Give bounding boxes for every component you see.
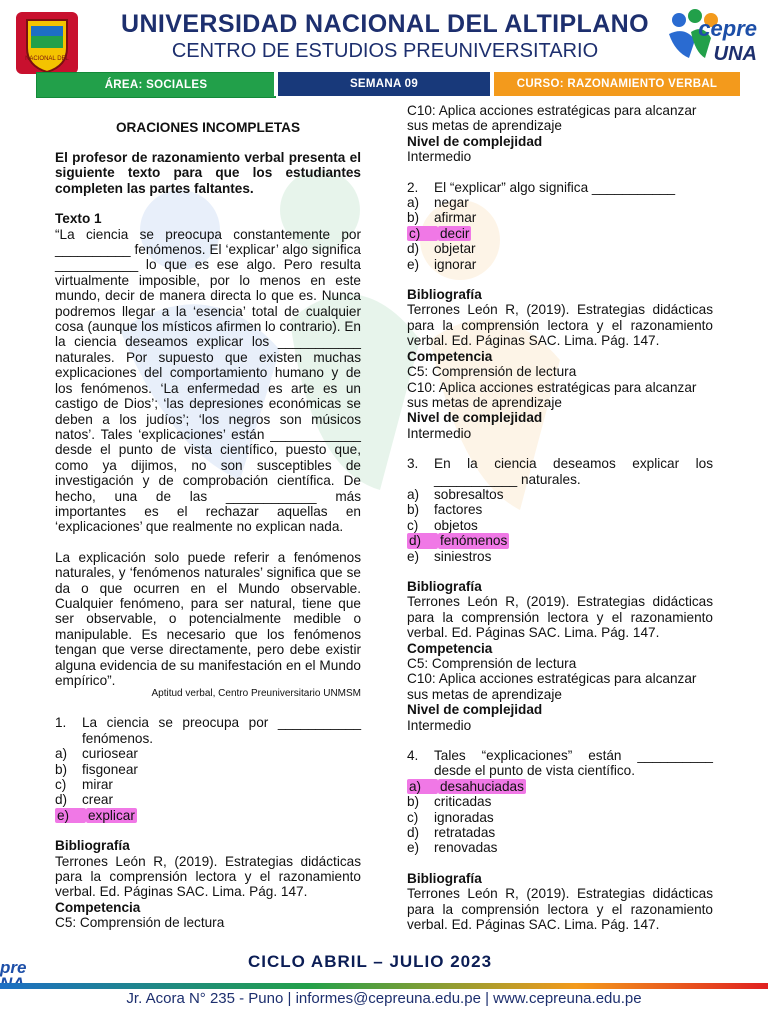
complexity-label: Nivel de complejidad bbox=[407, 702, 543, 718]
bibliography-text: Terrones León R, (2019). Estrategias didácticas para la comprensión lectora y el razonamiento verbal. Ed. Páginas SAC. Lima. Pág. 147. bbox=[55, 853, 361, 900]
option-e bbox=[407, 257, 713, 272]
option-c bbox=[407, 518, 713, 533]
option-text: ignoradas bbox=[434, 809, 494, 825]
option-letter: c) bbox=[407, 809, 419, 825]
svg-text:NACIONAL DEL: NACIONAL DEL bbox=[25, 56, 69, 62]
option-text: criticadas bbox=[434, 794, 492, 810]
cycle-label: CICLO ABRIL – JULIO 2023 bbox=[247, 952, 493, 971]
option-a bbox=[407, 487, 713, 502]
option-letter: c) bbox=[407, 517, 419, 533]
option-letter: a) bbox=[407, 486, 420, 502]
option-text: sobresaltos bbox=[434, 486, 504, 502]
option-letter: e) bbox=[407, 256, 420, 272]
option-b bbox=[407, 502, 713, 517]
section-heading: ORACIONES INCOMPLETAS bbox=[115, 120, 301, 135]
option-d bbox=[407, 241, 713, 256]
complexity-label: Nivel de complejidad bbox=[407, 410, 543, 426]
option-text: retratadas bbox=[434, 825, 496, 841]
complexity-value: Intermedio bbox=[407, 149, 472, 165]
footer-logo-text-1: pre bbox=[0, 958, 27, 977]
option-letter: e) bbox=[407, 840, 420, 856]
option-e bbox=[407, 840, 713, 855]
bibliography-label: Bibliografía bbox=[407, 870, 482, 886]
university-crest-icon bbox=[14, 10, 80, 76]
question-2 bbox=[407, 180, 713, 195]
option-letter: d) bbox=[55, 792, 68, 808]
bibliography-text: Terrones León R, (2019). Estrategias didácticas para la comprensión lectora y el razonamiento verbal. Ed. Páginas SAC. Lima. Pág. 147. bbox=[407, 594, 713, 641]
institution-title: UNIVERSIDAD NACIONAL DEL ALTIPLANO bbox=[121, 10, 649, 38]
question-number: 4. bbox=[407, 748, 419, 764]
question-number: 2. bbox=[407, 179, 419, 195]
bibliography-text: Terrones León R, (2019). Estrategias didácticas para la comprensión lectora y el razonamiento verbal. Ed. Páginas SAC. Lima. Pág. 147. bbox=[407, 886, 713, 933]
option-letter: d) bbox=[407, 241, 420, 257]
question-text: En la ciencia deseamos explicar los ___________ naturales. bbox=[434, 456, 713, 487]
institution-subtitle: CENTRO DE ESTUDIOS PREUNIVERSITARIO bbox=[171, 40, 599, 62]
option-c bbox=[55, 777, 361, 792]
option-d bbox=[407, 825, 713, 840]
option-a bbox=[407, 195, 713, 210]
competence-label: Competencia bbox=[407, 348, 493, 364]
text-label: Texto 1 bbox=[55, 211, 102, 227]
option-c-answer bbox=[407, 226, 713, 241]
option-letter: b) bbox=[407, 210, 420, 226]
cepreuna-logo-icon bbox=[665, 6, 761, 68]
option-letter: d) bbox=[407, 825, 420, 841]
option-text: curiosear bbox=[82, 746, 138, 762]
footer-contact: Jr. Acora N° 235 - Puno | informes@cepreuna.edu.pe | www.cepreuna.edu.pe bbox=[126, 990, 642, 1007]
option-letter: c) bbox=[407, 226, 438, 241]
option-a-answer bbox=[407, 779, 713, 794]
right-column bbox=[407, 103, 713, 933]
option-text: fisgonear bbox=[82, 761, 138, 777]
question-text: El “explicar” algo significa ___________ bbox=[434, 179, 676, 195]
option-letter: c) bbox=[55, 777, 67, 793]
competence-c5: C5: Comprensión de lectura bbox=[55, 915, 225, 931]
option-text: desahuciadas bbox=[440, 778, 524, 794]
svg-text:UNA: UNA bbox=[713, 43, 757, 65]
passage-paragraph-1: “La ciencia se preocupa constantemente por __________ fenómenos. El ‘explicar’ algo significa ___________ lo que es ese algo. Pero resulta virtualmente imposible, por lo menos en este mundo, decir de manera directa lo que es. Nunca podremos llegar a la ‘esencia’ total de cualquier cosa (aunque los místicos afirmen lo contrario). En la ciencia deseamos explicar los ___________ naturales. Por supuesto que existen muchas explicaciones del comportamiento humano y de los fenómenos. ‘La enfermedad es arte es un castigo de Dios’; ‘las depresiones económicas se deben a los judíos’; ‘los negros son músicos natos’. Tales ‘explicaciones’ están ____________ desde el punto de vista científico, puesto que, como ya dijimos, no son susceptibles de investigación y de comprobación científica. De hecho, una de las ____________ más importantes es el rechazar aquellas en ‘explicaciones’ que realmente no explican nada. bbox=[55, 226, 361, 535]
svg-text:cepre: cepre bbox=[698, 16, 757, 41]
passage-source: Aptitud verbal, Centro Preuniversitario UNMSM bbox=[151, 688, 361, 700]
competence-c5: C5: Comprensión de lectura bbox=[407, 364, 577, 380]
question-text: La ciencia se preocupa por ___________ fenómenos. bbox=[82, 715, 361, 746]
bibliography-label: Bibliografía bbox=[407, 578, 482, 594]
option-b bbox=[55, 762, 361, 777]
option-text: mirar bbox=[82, 777, 113, 793]
option-letter: b) bbox=[407, 502, 420, 518]
question-1 bbox=[55, 715, 361, 746]
option-text: crear bbox=[82, 792, 113, 808]
footer-divider bbox=[0, 983, 768, 989]
option-text: renovadas bbox=[434, 840, 498, 856]
option-text: negar bbox=[434, 195, 469, 211]
option-text: objetar bbox=[434, 241, 476, 257]
intro-instructions: El profesor de razonamiento verbal presenta el siguiente texto para que los estudiantes completen las partes faltantes. bbox=[55, 150, 361, 196]
option-letter: e) bbox=[407, 548, 420, 564]
complexity-value: Intermedio bbox=[407, 717, 472, 733]
left-column bbox=[55, 150, 361, 931]
option-letter: b) bbox=[407, 794, 420, 810]
question-4 bbox=[407, 748, 713, 779]
bibliography-label: Bibliografía bbox=[407, 287, 482, 303]
option-text: factores bbox=[434, 502, 483, 518]
option-e-answer bbox=[55, 808, 361, 823]
competence-c5: C5: Comprensión de lectura bbox=[407, 656, 577, 671]
option-letter: a) bbox=[407, 195, 420, 211]
option-text: decir bbox=[440, 225, 470, 241]
option-letter: e) bbox=[55, 808, 86, 823]
option-text: explicar bbox=[88, 807, 135, 823]
option-c bbox=[407, 810, 713, 825]
area-band: ÁREA: SOCIALES bbox=[36, 72, 276, 98]
question-number: 3. bbox=[407, 456, 419, 472]
competence-c10: C10: Aplica acciones estratégicas para alcanzar sus metas de aprendizaje bbox=[407, 103, 697, 134]
option-text: afirmar bbox=[434, 210, 477, 226]
bibliography-text: Terrones León R, (2019). Estrategias didácticas para la comprensión lectora y el razonamiento verbal. Ed. Páginas SAC. Lima. Pág. 147. bbox=[407, 302, 713, 349]
question-number: 1. bbox=[55, 715, 67, 731]
competence-label: Competencia bbox=[407, 640, 493, 656]
complexity-value: Intermedio bbox=[407, 425, 472, 441]
option-text: ignorar bbox=[434, 256, 477, 272]
competence-c10: C10: Aplica acciones estratégicas para alcanzar sus metas de aprendizaje bbox=[407, 379, 697, 410]
option-letter: b) bbox=[55, 761, 68, 777]
complexity-label: Nivel de complejidad bbox=[407, 133, 543, 149]
option-b bbox=[407, 794, 713, 809]
competence-label: Competencia bbox=[55, 899, 141, 915]
option-text: objetos bbox=[434, 517, 478, 533]
competence-c10: C10: Aplica acciones estratégicas para alcanzar sus metas de aprendizaje bbox=[407, 671, 697, 702]
option-d-answer bbox=[407, 533, 713, 548]
option-letter: a) bbox=[407, 779, 438, 794]
option-text: fenómenos bbox=[440, 533, 508, 549]
week-band: SEMANA 09 bbox=[278, 72, 490, 96]
option-a bbox=[55, 746, 361, 761]
option-letter: a) bbox=[55, 746, 68, 762]
question-3 bbox=[407, 456, 713, 487]
option-d bbox=[55, 792, 361, 807]
course-band: CURSO: RAZONAMIENTO VERBAL bbox=[494, 72, 740, 96]
option-text: siniestros bbox=[434, 548, 492, 564]
question-text: Tales “explicaciones” están __________ desde el punto de vista científico. bbox=[434, 748, 713, 779]
option-e bbox=[407, 549, 713, 564]
option-letter: d) bbox=[407, 533, 438, 548]
option-b bbox=[407, 210, 713, 225]
bibliography-label: Bibliografía bbox=[55, 838, 130, 854]
passage-paragraph-2: La explicación solo puede referir a fenómenos naturales, y ‘fenómenos naturales’ significa que se da o que ocurren en el Mundo observable. Cualquier fenómeno, para ser natural, tiene que ser observable, o potencialmente medible o manipulable. Es necesario que los fenómenos tengan que verse directamente, pero debe existir alguna evidencia de su manifestación en el Mundo empírico”. bbox=[55, 549, 361, 688]
